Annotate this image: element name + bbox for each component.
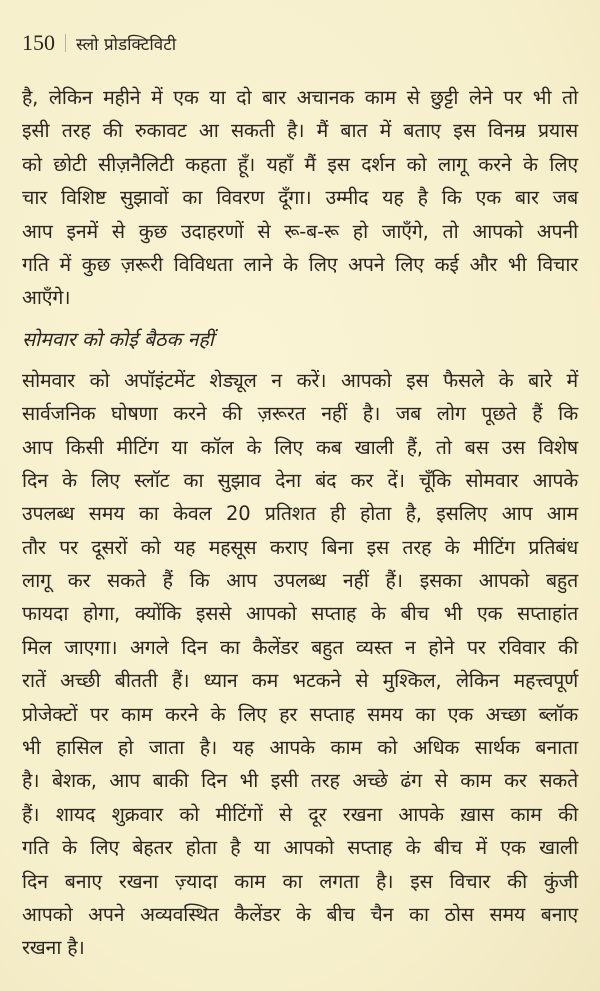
text-line: चार विशिष्ट सुझावों का विवरण दूँगा। उम्मीद यह है कि एक बार जब [22,186,578,210]
paragraph-1 [22,81,578,315]
section-heading: सोमवार को कोई बैठक नहीं [22,327,214,351]
paragraph-2 [22,364,578,965]
text-line: है। बेशक, आप बाकी दिन भी इसी तरह अच्छे ढंग से काम कर सकते [22,769,578,793]
text-line: मिल जाएगा। अगले दिन का कैलेंडर बहुत व्यस्त न होने पर रविवार की [22,635,578,659]
text-line: है, लेकिन महीने में एक या दो बार अचानक काम से छुट्टी लेने पर भी तो [22,86,578,109]
text-line: रखना है। [22,936,85,960]
text-line: सोमवार को अपॉइंटमेंट शेड्यूल न करें। आपको इस फैसले के बारे में [22,368,578,392]
text-line: आप किसी मीटिंग या कॉल के लिए कब खाली हैं, तो बस उस विशेष [22,435,578,459]
text-line: दिन के लिए स्लॉट का सुझाव देना बंद कर दें। चूँकि सोमवार आपके [22,468,578,492]
text-line: हैं। शायद शुक्रवार को मीटिंगों से दूर रखना आपके ख़ास काम की [22,802,578,826]
text-line: गति में कुछ ज़रूरी विविधता लाने के लिए अपने लिए कई और भी विचार [22,252,578,276]
text-line: रातें अच्छी बीतती हैं। ध्यान कम भटकने से मुश्किल, लेकिन महत्त्वपूर्ण [22,669,578,693]
text-line: गति के लिए बेहतर होता है या आपको सप्ताह के बीच में एक खाली [22,836,578,860]
text-line: दिन बनाए रखना ज़्यादा काम का लगता है। इस विचार की कुंजी [22,869,578,893]
text-line: उपलब्ध समय का केवल 20 प्रतिशत ही होता है, इसलिए आप आम [22,502,578,526]
text-line: प्रोजेक्टों पर काम करने के लिए हर सप्ताह समय का एक अच्छा ब्लॉक [22,702,578,726]
text-line: फायदा होगा, क्योंकि इससे आपको सप्ताह के बीच भी एक सप्ताहांत [22,602,578,626]
page-number: 150 [22,30,55,55]
text-line: लागू कर सकते हैं कि आप उपलब्ध नहीं हैं। इसका आपको बहुत [22,569,578,593]
text-line: भी हासिल हो जाता है। यह आपके काम को अधिक सार्थक बनाता [22,736,578,760]
text-line: इसी तरह की रुकावट आ सकती है। मैं बात में बताए इस विनम्र प्रयास [22,119,578,143]
text-line: आप इनमें से कुछ उदाहरणों से रू-ब-रू हो जाएँगे, तो आपको अपनी [22,219,578,243]
header-divider [65,34,66,52]
running-title: स्लो प्रोडक्टिविटी [76,34,177,55]
page-header [22,30,176,56]
text-line: सार्वजनिक घोषणा करने की ज़रूरत नहीं है। जब लोग पूछते हैं कि [22,402,578,426]
page-body [22,81,578,973]
text-line: को छोटी सीज़नैलिटी कहता हूँ। यहाँ मैं इस दर्शन को लागू करने के लिए [22,152,578,176]
text-line: तौर पर दूसरों को यह महसूस कराए बिना इस तरह के मीटिंग प्रतिबंध [22,535,578,559]
text-line: आएँगे। [22,286,71,310]
text-line: आपको अपने अव्यवस्थित कैलेंडर के बीच चैन का ठोस समय बनाए [22,902,578,926]
